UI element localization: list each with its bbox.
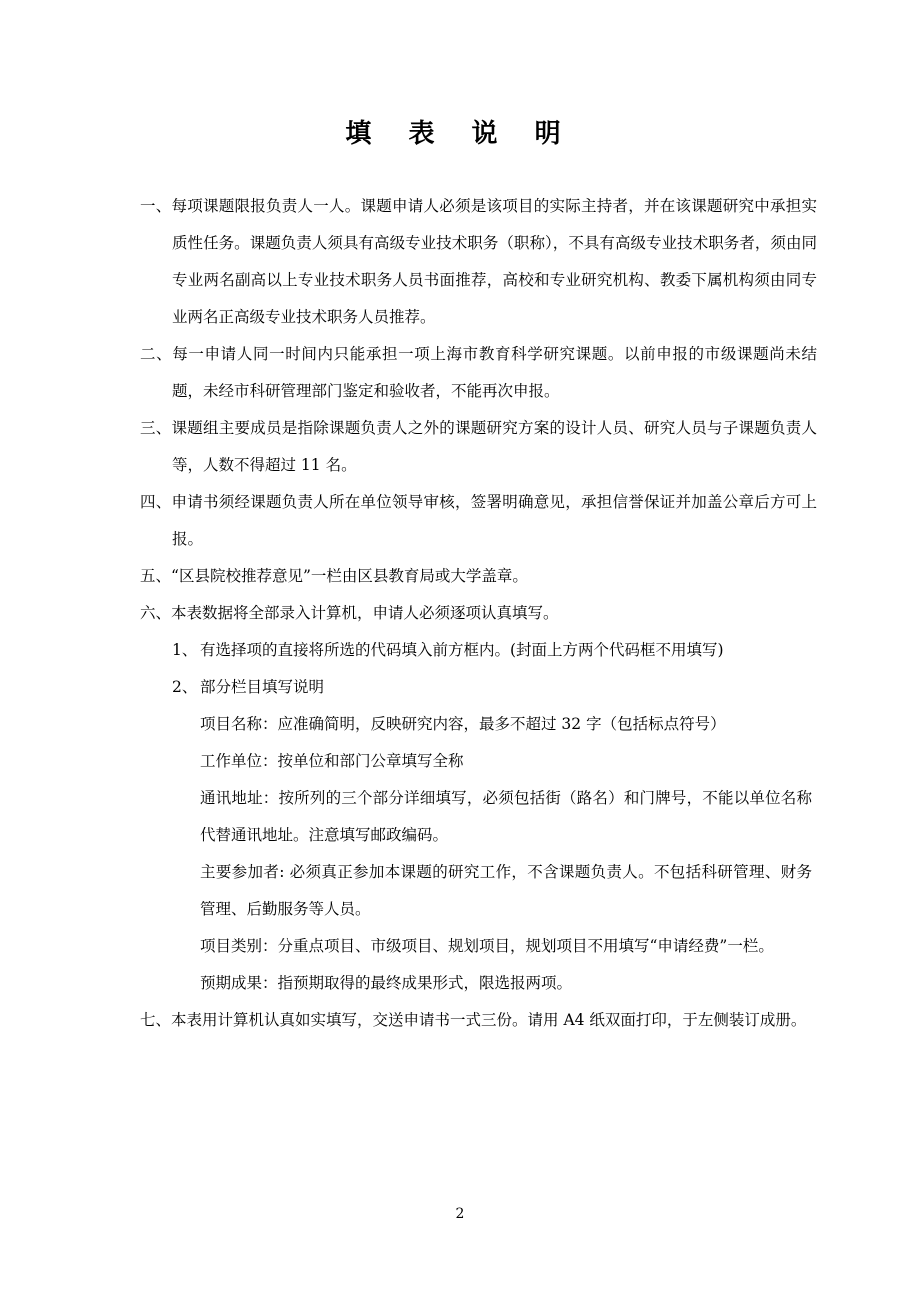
instruction-item-3 <box>140 410 817 484</box>
field-note-work-unit: 工作单位：按单位和部门公章填写全称 <box>200 752 464 770</box>
item-number: 一、 <box>140 197 172 215</box>
instruction-item-7 <box>140 1002 817 1039</box>
field-note-address: 通讯地址：按所列的三个部分详细填写，必须包括街（路名）和门牌号，不能以单位名称代替通讯地址。注意填写邮政编码。 <box>200 789 812 844</box>
item-text: 每一申请人同一时间内只能承担一项上海市教育科学研究课题。以前申报的市级课题尚未结题，未经市科研管理部门鉴定和验收者，不能再次申报。 <box>172 345 817 400</box>
item-number: 六、 <box>140 604 172 622</box>
instruction-item-6 <box>140 595 817 632</box>
item-number: 七、 <box>140 1011 172 1029</box>
item-text: “区县院校推荐意见”一栏由区县教育局或大学盖章。 <box>171 567 528 585</box>
item-text: 申请书须经课题负责人所在单位领导审核，签署明确意见，承担信誉保证并加盖公章后方可上报。 <box>171 493 817 548</box>
field-note-project-category: 项目类别：分重点项目、市级项目、规划项目，规划项目不用填写“申请经费”一栏。 <box>200 937 774 955</box>
sub-item-number: 1、 <box>172 641 198 659</box>
item-number: 二、 <box>140 345 173 363</box>
instructions-body <box>0 188 920 1039</box>
page-title: 填 表 说 明 <box>345 119 575 149</box>
sub-item-text: 有选择项的直接将所选的代码填入前方框内。(封面上方两个代码框不用填写) <box>200 641 724 659</box>
sub-item-2 <box>172 669 812 706</box>
sub-item-number: 2、 <box>172 678 198 696</box>
item-text: 本表数据将全部录入计算机，申请人必须逐项认真填写。 <box>171 604 559 622</box>
field-note-expected-results: 预期成果：指预期取得的最终成果形式，限选报两项。 <box>200 974 573 992</box>
item-text: 课题组主要成员是指除课题负责人之外的课题研究方案的设计人员、研究人员与子课题负责人等，人数不得超过 11 名。 <box>171 419 817 474</box>
field-note-project-name: 项目名称：应准确简明，反映研究内容，最多不超过 32 字（包括标点符号） <box>200 715 726 733</box>
item-number: 五、 <box>140 567 172 585</box>
instruction-item-2 <box>140 336 817 410</box>
instruction-item-5 <box>140 558 817 595</box>
instruction-item-1 <box>140 188 817 336</box>
instruction-item-4 <box>140 484 817 558</box>
page-number: 2 <box>455 1206 465 1222</box>
sub-item-text: 部分栏目填写说明 <box>200 678 325 696</box>
sub-item-1 <box>172 632 812 669</box>
item-number: 四、 <box>140 493 172 511</box>
item-text: 本表用计算机认真如实填写，交送申请书一式三份。请用 A4 纸双面打印，于左侧装订成册。 <box>171 1011 807 1029</box>
item-number: 三、 <box>140 419 172 437</box>
item-text: 每项课题限报负责人一人。课题申请人必须是该项目的实际主持者，并在该课题研究中承担实质性任务。课题负责人须具有高级专业技术职务（职称），不具有高级专业技术职务者，须由同专业两名副高以上专业技术职务人员书面推荐，高校和专业研究机构、教委下属机构须由同专业两名正高级专业技术职务人员推荐。 <box>171 197 817 326</box>
field-note-participants: 主要参加者: 必须真正参加本课题的研究工作，不含课题负责人。不包括科研管理、财务管理、后勤服务等人员。 <box>200 863 812 918</box>
